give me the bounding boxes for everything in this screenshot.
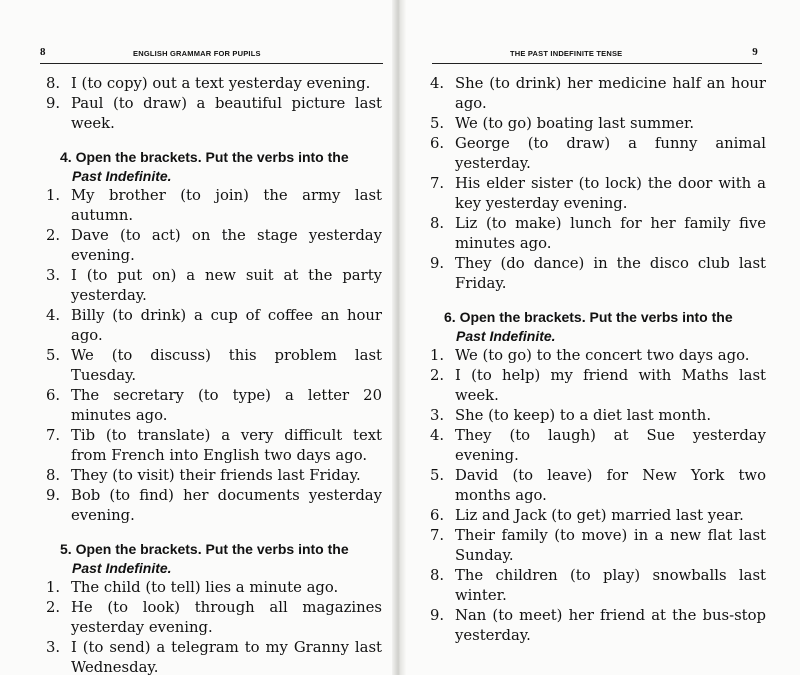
list-item: 8. Liz (to make) lunch for her family five minutes ago. bbox=[430, 215, 766, 252]
list-item: 4. She (to drink) her medicine half an hour ago. bbox=[430, 75, 766, 112]
page-number-right: 9 bbox=[752, 46, 758, 58]
list-item: 7. His elder sister (to lock) the door with a key yesterday evening. bbox=[430, 175, 766, 212]
list-item: 4. They (to laugh) at Sue yesterday evening. bbox=[430, 427, 766, 464]
list-item: 3. She (to keep) to a diet last month. bbox=[430, 407, 712, 424]
left-column bbox=[46, 74, 382, 675]
list-item: 3. I (to send) a telegram to my Granny last Wednesday. bbox=[46, 639, 382, 675]
list-item: 2. He (to look) through all magazines yesterday evening. bbox=[46, 599, 382, 636]
list-item: 1. My brother (to join) the army last autumn. bbox=[46, 187, 382, 224]
left-page bbox=[0, 0, 398, 675]
list-item: 5. David (to leave) for New York two months ago. bbox=[430, 467, 766, 504]
list-item: 8. They (to visit) their friends last Friday. bbox=[46, 467, 361, 484]
running-head-title-left: ENGLISH GRAMMAR FOR PUPILS bbox=[133, 49, 261, 58]
list-item: 7. Their family (to move) in a new flat last Sunday. bbox=[430, 527, 766, 564]
exercise-5-subheading: Past Indefinite. bbox=[72, 560, 172, 576]
running-head-right bbox=[432, 46, 762, 64]
list-item: 6. Liz and Jack (to get) married last year. bbox=[430, 507, 744, 524]
exercise-6-list bbox=[430, 346, 766, 646]
page-number-left: 8 bbox=[40, 46, 46, 58]
list-item: 1. We (to go) to the concert two days ago. bbox=[430, 347, 750, 364]
list-item: 2. I (to help) my friend with Maths last week. bbox=[430, 367, 766, 404]
list-item: 6. The secretary (to type) a letter 20 minutes ago. bbox=[46, 387, 382, 424]
right-page bbox=[398, 0, 800, 675]
list-item: 9. Paul (to draw) a beautiful picture last week. bbox=[46, 95, 382, 132]
list-item: 8. I (to copy) out a text yesterday evening. bbox=[46, 75, 371, 92]
book-gutter bbox=[392, 0, 406, 675]
list-item: 2. Dave (to act) on the stage yesterday evening. bbox=[46, 227, 382, 264]
list-item: 1. The child (to tell) lies a minute ago. bbox=[46, 579, 339, 596]
list-item: 6. George (to draw) a funny animal yesterday. bbox=[430, 135, 766, 172]
right-column bbox=[430, 74, 766, 646]
list-item: 5. We (to discuss) this problem last Tuesday. bbox=[46, 347, 382, 384]
exercise-6-subheading: Past Indefinite. bbox=[456, 328, 556, 344]
list-item: 9. They (do dance) in the disco club last Friday. bbox=[430, 255, 766, 292]
list-item: 7. Tib (to translate) a very difficult text from French into English two days ago. bbox=[46, 427, 382, 464]
list-item: 9. Bob (to find) her documents yesterday evening. bbox=[46, 487, 382, 524]
list-item: 4. Billy (to drink) a cup of coffee an hour ago. bbox=[46, 307, 382, 344]
exercise-4-heading: 4. Open the brackets. Put the verbs into the Past Indefinite. bbox=[60, 148, 382, 186]
ex5-continued-list bbox=[430, 74, 766, 294]
exercise-5-heading: 5. Open the brackets. Put the verbs into the Past Indefinite. bbox=[60, 540, 382, 578]
exercise-4-subheading: Past Indefinite. bbox=[72, 168, 172, 184]
list-item: 8. The children (to play) snowballs last winter. bbox=[430, 567, 766, 604]
exercise-4-list bbox=[46, 186, 382, 526]
list-item: 3. I (to put on) a new suit at the party yesterday. bbox=[46, 267, 382, 304]
list-item: 5. We (to go) boating last summer. bbox=[430, 115, 695, 132]
running-head-title-right: THE PAST INDEFINITE TENSE bbox=[510, 49, 623, 58]
exercise-6-heading: 6. Open the brackets. Put the verbs into the Past Indefinite. bbox=[444, 308, 766, 346]
list-item: 9. Nan (to meet) her friend at the bus-stop yesterday. bbox=[430, 607, 766, 644]
running-head-left bbox=[40, 46, 383, 64]
ex3-continued-list bbox=[46, 74, 382, 134]
exercise-5-list bbox=[46, 578, 382, 675]
